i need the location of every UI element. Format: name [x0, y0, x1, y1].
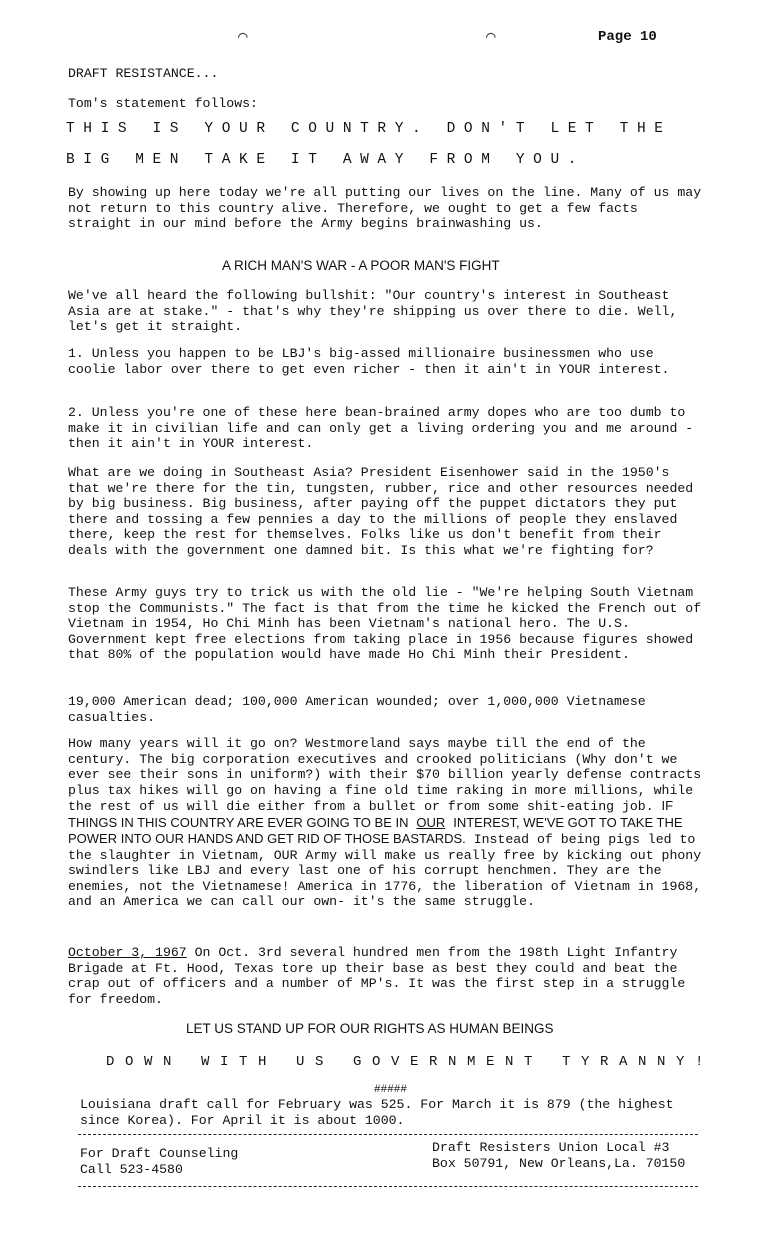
page-number: Page 10	[598, 29, 657, 45]
paragraph-draft-call: Louisiana draft call for February was 525. For March it is 879 (the highest since Korea). For April it is about 1000.	[80, 1097, 682, 1128]
stray-mark: ⌒	[238, 28, 248, 46]
emphasis-our: OUR	[416, 814, 446, 830]
paragraph-southeast-asia: What are we doing in Southeast Asia? President Eisenhower said in the 1950's that we're there for the tin, tungsten, rubber, rice and other resources needed by big business. Big business, after paying off the puppet dictators they put there and tossing a few pennies a day to the millions of people they enslaved there, keep the rest for themselves. Folks like us don't benefit from their deals with the government one damned bit. Is this what we're fighting for?	[68, 465, 702, 558]
footer-counseling	[80, 1146, 238, 1177]
slogan-line-2: BIG MEN TAKE IT AWAY FROM YOU.	[66, 152, 586, 168]
section-heading: A RICH MAN'S WAR - A POOR MAN'S FIGHT	[222, 258, 500, 273]
intro-line: Tom's statement follows:	[68, 96, 258, 111]
slogan-line-1: THIS IS YOUR COUNTRY. DON'T LET THE	[66, 121, 672, 137]
paragraph-october	[68, 945, 708, 1007]
separator-stars: #####	[374, 1084, 408, 1096]
down-with-line: DOWN WITH US GOVERNMENT TYRANNY!	[106, 1054, 715, 1070]
footer-union	[432, 1140, 685, 1171]
stray-mark: ⌒	[486, 28, 496, 46]
emphasis-text: IF THINGS IN THIS COUNTRY ARE EVER GOING TO BE IN	[68, 798, 677, 830]
footer-right-line-1: Draft Resisters Union Local #3	[432, 1140, 670, 1155]
paragraph-text: How many years will it go on? Westmoreland says maybe till the end of the century. The big corporation executives and crooked politicians (Why don't we ever see their sons in uniform?) with their $70 billion yearly defense contracts plus tax hikes will go on having a fine old time raking in more millions, while the rest of us will die either from a bullet or from some shit-eating job.	[68, 736, 710, 814]
paragraph-army-lie: These Army guys try to trick us with the old lie - "We're helping South Vietnam stop the Communists." The fact is that from the time he kicked the French out of Vietnam in 1954, Ho Chi Minh has been Vietnam's national hero. The U.S. Government kept free elections from taking place in 1956 because figures showed that 80% of the population would have made Ho Chi Minh their President.	[68, 585, 710, 662]
paragraph-text: On Oct. 3rd several hundred men from the 198th Light Infantry Brigade at Ft. Hood, Texas tore up their base as best they could and beat the crap out of officers and a number of MP's. It was the first step in a struggle for freedom.	[68, 945, 694, 1007]
section-title: DRAFT RESISTANCE...	[68, 66, 219, 81]
paragraph-point-1: 1. Unless you happen to be LBJ's big-assed millionaire businessmen who use coolie labor over there to get even richer - then it ain't in YOUR interest.	[68, 346, 670, 377]
emphasis-text: INTEREST, WE'VE GOT TO TAKE THE POWER INTO OUR HANDS AND GET RID OF THOSE BASTARDS.	[68, 814, 687, 846]
footer-right-line-2: Box 50791, New Orleans,La. 70150	[432, 1155, 686, 1171]
paragraph-text: Instead of being pigs led to the slaughter in Vietnam, OUR Army will make us really free by kicking out phony swindlers like LBJ and every last one of his corrupt henchmen. They are the enemies, not the Vietnamese! America in 1776, the liberation of Vietnam in 1968, and an America we can call our own- it's the same struggle.	[68, 832, 710, 909]
dashed-divider-bottom	[78, 1186, 698, 1187]
paragraph-intro: By showing up here today we're all putting our lives on the line. Many of us may not return to this country alive. Therefore, we ought to get a few facts straight in our mind before the Army begins brainwashing us.	[68, 185, 710, 231]
dashed-divider-top	[78, 1134, 698, 1135]
date-heading: October 3, 1967	[68, 945, 187, 960]
stand-up-line: LET US STAND UP FOR OUR RIGHTS AS HUMAN BEINGS	[186, 1021, 554, 1036]
paragraph-how-many-years	[68, 736, 708, 910]
paragraph-bullshit: We've all heard the following bullshit: "Our country's interest in Southeast Asia are at stake." - that's why they're shipping us over there to die. Well, let's get it straight.	[68, 288, 686, 334]
footer-left-line-1: For Draft Counseling	[80, 1146, 239, 1161]
footer-left-line-2: Call 523-4580	[80, 1161, 183, 1177]
paragraph-point-2: 2. Unless you're one of these here bean-brained army dopes who are too dumb to make it in civilian life and can only get a living ordering you and me around - then it ain't in YOUR interest.	[68, 405, 702, 451]
paragraph-casualties: 19,000 American dead; 100,000 American wounded; over 1,000,000 Vietnamese casualties.	[68, 694, 654, 725]
